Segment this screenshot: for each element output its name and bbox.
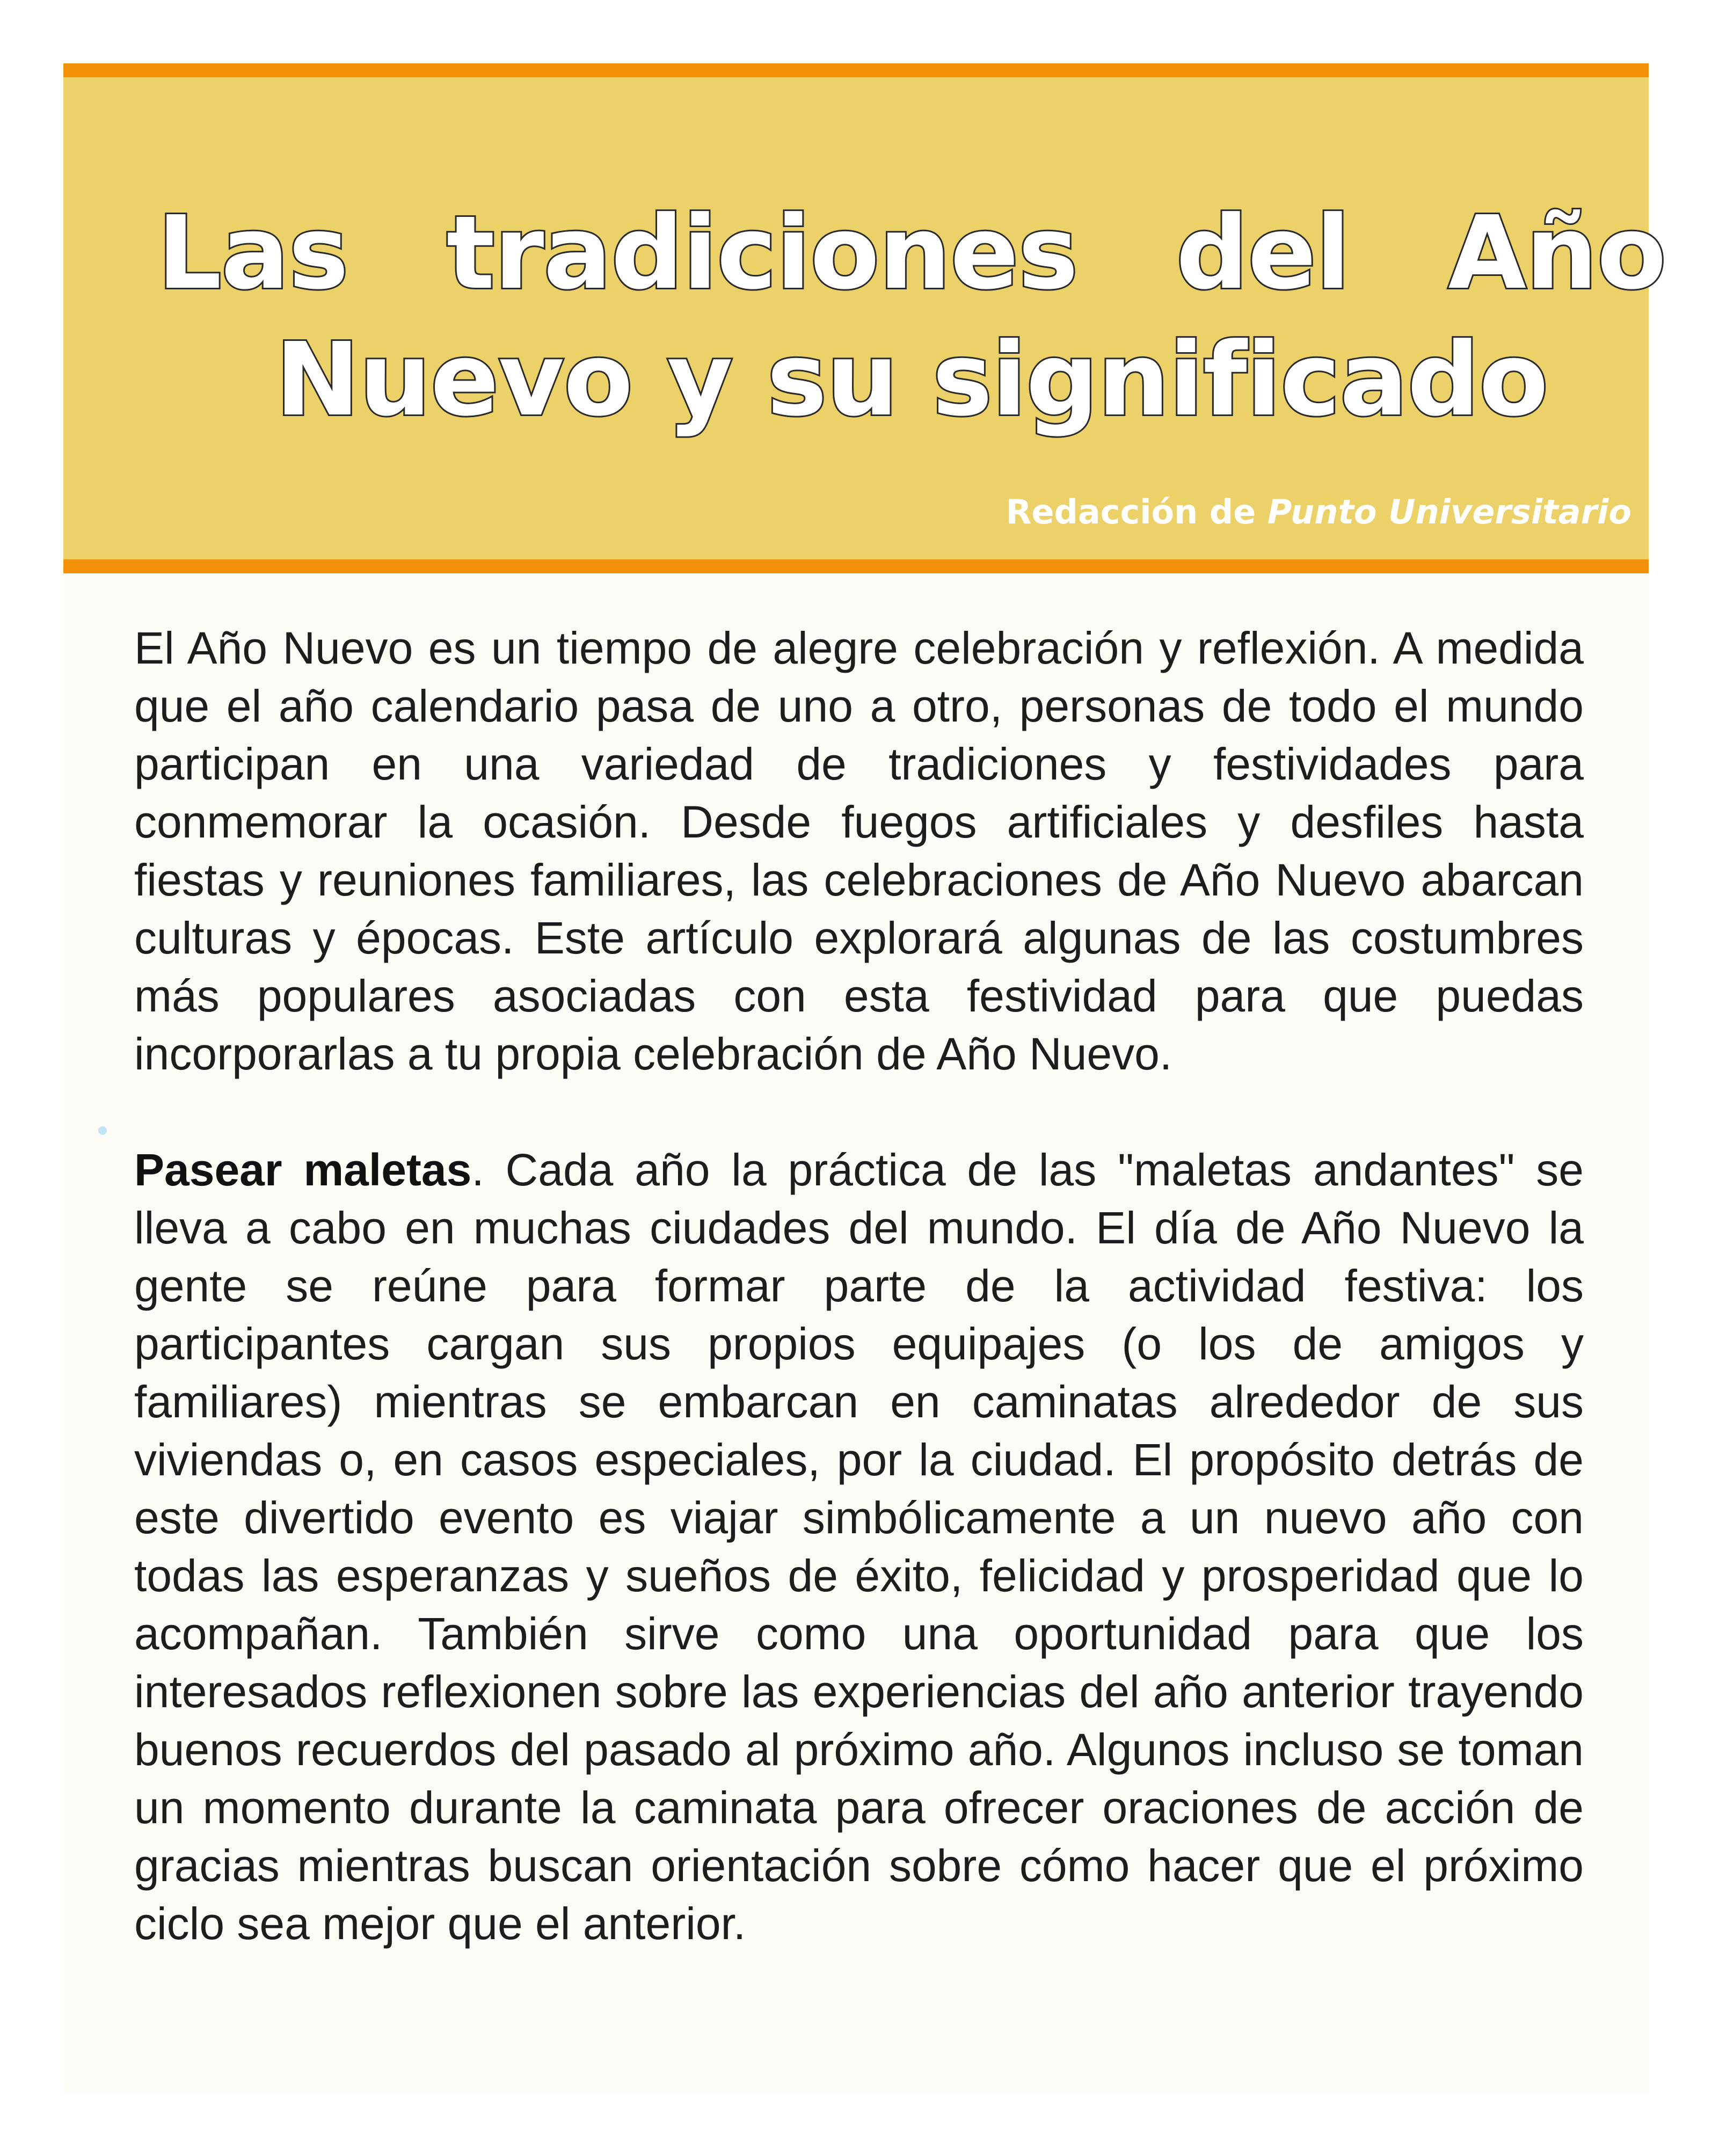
title-word: del [1176,194,1350,312]
intro-paragraph: El Año Nuevo es un tiempo de alegre celebración y reflexión. A medida que el año calendario pasa de uno a otro, personas de todo el mundo participan en una variedad de tradiciones y festividades para conmemorar la ocasión. Desde fuegos artificiales y desfiles hasta fiestas y reuniones familiares, las celebraciones de Año Nuevo abarcan culturas y épocas. Este artículo explorará algunas de las costumbres más populares asociadas con esta festividad para que puedas incorporarlas a tu propia celebración de Año Nuevo. [134,623,1584,1079]
title-word: Año [1448,194,1666,312]
title-line-2: Nuevo y su significado [275,321,1548,439]
section-text: . Cada año la práctica de las "maletas andantes" se lleva a cabo en muchas ciudades del mundo. El día de Año Nuevo la gente se reúne para formar parte de la actividad festiva: los participantes cargan sus propios equipajes (o los de amigos y familiares) mientras se embarcan en caminatas alrededor de sus viviendas o, en casos especiales, por la ciudad. El propósito detrás de este divertido evento es viajar simbólicamente a un nuevo año con todas las esperanzas y sueños de éxito, felicidad y prosperidad que lo acompañan. También sirve como una oportunidad para que los interesados reflexionen sobre las experiencias del año anterior trayendo buenos recuerdos del pasado al próximo año. Algunos incluso se toman un momento durante la caminata para ofrecer oraciones de acción de gracias mientras buscan orientación sobre cómo hacer que el próximo ciclo sea mejor que el anterior. [134,1145,1584,1949]
section-heading: Pasear maletas [134,1145,472,1195]
article-body [134,619,1584,2011]
byline-prefix: Redacción de [1006,492,1256,531]
title-banner [63,63,1666,573]
title-word: Las [157,194,348,312]
article-card [63,63,1666,2093]
byline [1006,491,1631,534]
title-line-1 [157,190,1666,317]
byline-publication: Punto Universitario [1267,492,1631,531]
decorative-dot [98,1126,107,1135]
section-paragraph [134,1141,1584,1953]
article-title [157,190,1666,443]
title-word: tradiciones [446,194,1078,312]
